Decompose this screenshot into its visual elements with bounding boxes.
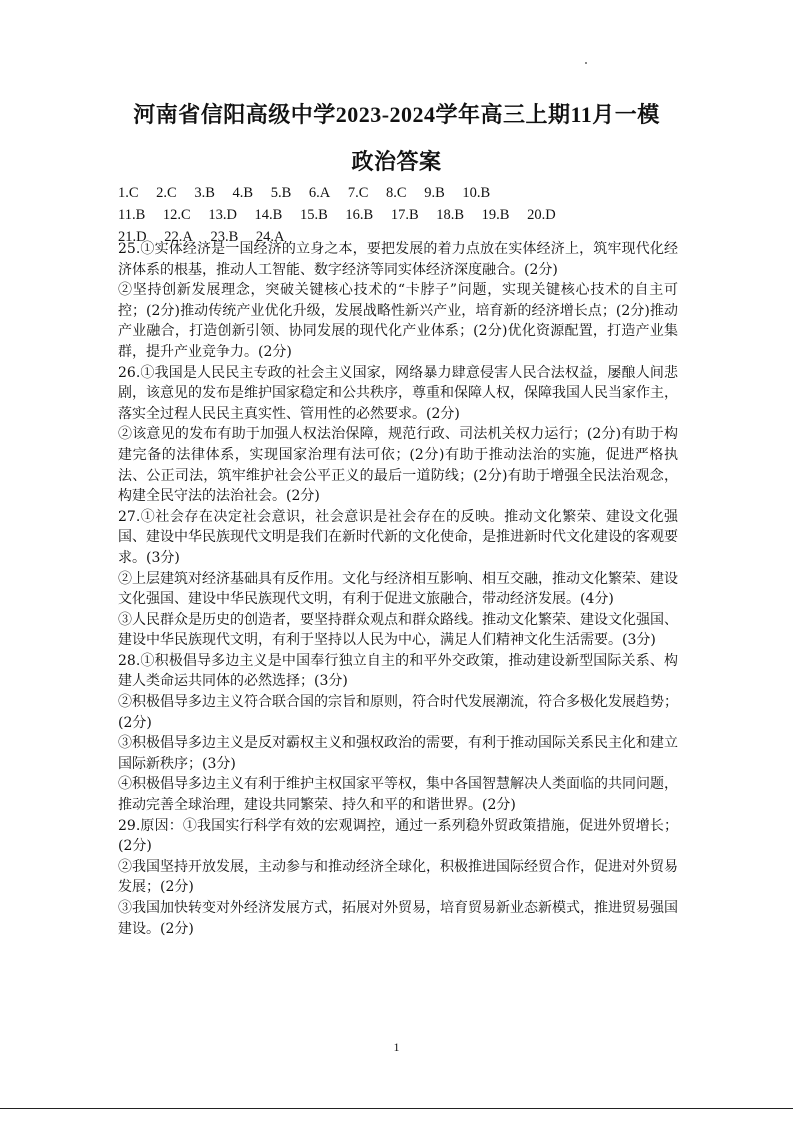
- answer-item: 6.A: [308, 185, 331, 201]
- answer-item: 18.B: [436, 207, 465, 223]
- q25-point-2: ②坚持创新发展理念，突破关键核心技术的“卡脖子”问题，实现关键核心技术的自主可控；(2分)推动传统产业优化升级，发展战略性新兴产业，培育新的经济增长点；(2分)推动产业融合，打造创新引领、协同发展的现代化产业体系；(2分)优化资源配置，打造产业集群，提升产业竞争力。(2分): [118, 282, 678, 360]
- q29-point-3: ③我国加快转变对外经济发展方式，拓展对外贸易，培育贸易新业态新模式，推进贸易强国建设。(2分): [118, 900, 678, 937]
- q27-point-1: 27.①社会存在决定社会意识，社会意识是社会存在的反映。推动文化繁荣、建设文化强国、建设中华民族现代文明是我们在新时代新的文化使命，是推进新时代文化建设的客观要求。(3分): [118, 508, 678, 566]
- answer-item: 1.C: [118, 185, 139, 201]
- q25-point-1: 25.①实体经济是一国经济的立身之本，要把发展的着力点放在实体经济上，筑牢现代化经济体系的根基，推动人工智能、数字经济等同实体经济深度融合。(2分): [118, 241, 678, 278]
- q26-point-2: ②该意见的发布有助于加强人权法治保障，规范行政、司法机关权力运行；(2分)有助于构建完备的法律体系，实现国家治理有法可依；(2分)有助于推动法治的实施，促进严格执法、公正司法，筑牢维护社会公平正义的最后一道防线；(2分)有助于增强全民法治观念，构建全民守法的法治社会。(2分): [118, 426, 678, 505]
- answer-item: 19.B: [481, 207, 510, 223]
- answer-row: [118, 182, 570, 204]
- q27-point-3: ③人民群众是历史的创造者，要坚持群众观点和群众路线。推动文化繁荣、建设文化强国、建设中华民族现代文明，有利于坚持以人民为中心，满足人们精神文化生活需要。(3分): [118, 611, 678, 649]
- answer-item: 2.C: [156, 185, 177, 201]
- answer-item: 23.B: [210, 229, 239, 245]
- answer-item: 12.C: [162, 207, 191, 223]
- answer-body: [118, 239, 678, 939]
- answer-item: 13.D: [208, 207, 237, 223]
- scan-dot: [585, 62, 587, 64]
- answer-item: 5.B: [270, 185, 292, 201]
- answer-item: 22.A: [164, 229, 193, 245]
- q29-point-1: 29.原因：①我国实行科学有效的宏观调控，通过一系列稳外贸政策措施，促进外贸增长；(2分): [118, 817, 678, 855]
- q28-point-3: ③积极倡导多边主义是反对霸权主义和强权政治的需要，有利于推动国际关系民主化和建立国际新秩序；(3分): [118, 735, 678, 772]
- q26-point-1: 26.①我国是人民民主专政的社会主义国家，网络暴力肆意侵害人民合法权益，屡酿人间悲剧，该意见的发布是维护国家稳定和公共秩序，尊重和保障人权，保障我国人民当家作主，落实全过程人民民主真实性、管用性的必然要求。(2分): [118, 364, 678, 422]
- answer-item: 24.A: [255, 229, 285, 245]
- q27-point-2: ②上层建筑对经济基础具有反作用。文化与经济相互影响、相互交融，推动文化繁荣、建设文化强国、建设中华民族现代文明，有利于促进文旅融合，带动经济发展。(4分): [118, 570, 678, 608]
- answer-item: 17.B: [390, 207, 419, 223]
- q28-point-2: ②积极倡导多边主义符合联合国的宗旨和原则，符合时代发展潮流，符合多极化发展趋势；(2分): [118, 694, 678, 731]
- document-subtitle: 政治答案: [351, 149, 442, 174]
- q28-point-4: ④积极倡导多边主义有利于维护主权国家平等权，集中各国智慧解决人类面临的共同问题，推动完善全球治理，建设共同繁荣、持久和平的和谐世界。(2分): [118, 776, 678, 814]
- answer-item: 11.B: [118, 207, 146, 223]
- answer-item: 4.B: [232, 185, 254, 201]
- page-divider: [0, 1108, 793, 1109]
- page-number: 1: [393, 1040, 400, 1054]
- answer-item: 16.B: [345, 207, 374, 223]
- answer-item: 3.B: [194, 185, 215, 201]
- answer-item: 21.D: [118, 229, 147, 245]
- answer-item: 14.B: [254, 207, 283, 223]
- answer-row: [118, 204, 570, 226]
- q28-point-1: 28.①积极倡导多边主义是中国奉行独立自主的和平外交政策，推动建设新型国际关系、构建人类命运共同体的必然选择；(3分): [118, 652, 678, 690]
- document-title: 河南省信阳高级中学2023-2024学年高三上期11月一模: [133, 102, 660, 127]
- answer-item: 10.B: [462, 185, 491, 201]
- answer-item: 15.B: [299, 207, 328, 223]
- q29-point-2: ②我国坚持开放发展，主动参与和推动经济全球化，积极推进国际经贸合作，促进对外贸易发展；(2分): [118, 858, 678, 896]
- answer-item: 20.D: [527, 207, 556, 223]
- answer-item: 9.B: [424, 185, 445, 201]
- answer-item: 7.C: [347, 185, 369, 201]
- answer-item: 8.C: [386, 185, 407, 201]
